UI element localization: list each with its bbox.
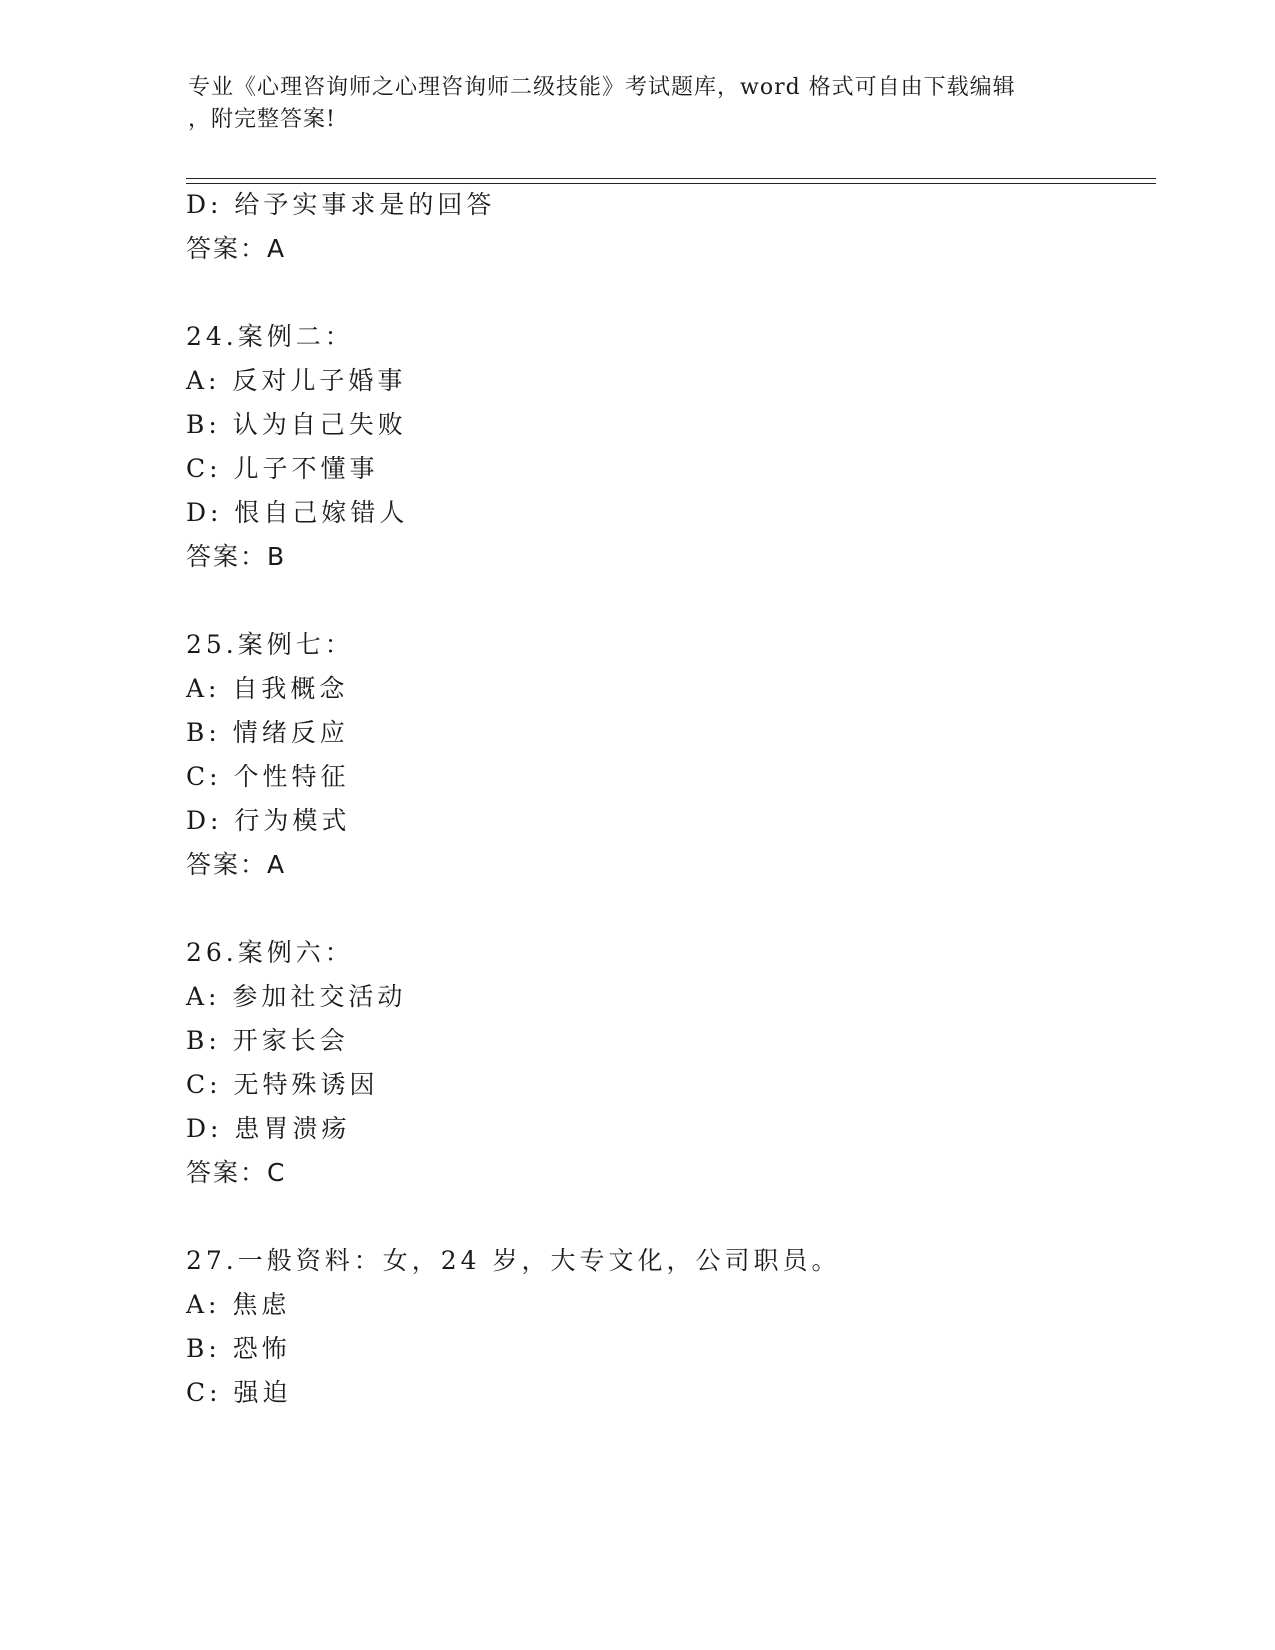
answer-line: 答案：C (186, 1158, 287, 1187)
header-title-line: 专业《心理咨询师之心理咨询师二级技能》考试题库，word 格式可自由下载编辑 (188, 75, 1016, 100)
header-subtitle-line: ，附完整答案! (188, 107, 336, 132)
option-a: A: 反对儿子婚事 (186, 366, 407, 395)
header-divider-top (186, 178, 1156, 179)
option-c: C: 个性特征 (186, 762, 350, 791)
option-d: D: 患胃溃疡 (186, 1114, 351, 1143)
answer-line: 答案：A (186, 234, 287, 263)
option-a: A: 焦虑 (186, 1290, 291, 1319)
answer-line: 答案：B (186, 542, 287, 571)
question-stem-26: 26.案例六： (186, 938, 354, 967)
option-c: C: 无特殊诱因 (186, 1070, 379, 1099)
option-b: B: 开家长会 (186, 1026, 349, 1055)
option-a: A: 参加社交活动 (186, 982, 407, 1011)
question-stem-27: 27.一般资料：女，24 岁，大专文化，公司职员。 (186, 1246, 841, 1275)
answer-line: 答案：A (186, 850, 287, 879)
header-divider-bottom (186, 183, 1156, 184)
option-d: D: 恨自己嫁错人 (186, 498, 409, 527)
option-b: B: 认为自己失败 (186, 410, 407, 439)
option-b: B: 恐怖 (186, 1334, 291, 1363)
document-header (188, 72, 1088, 136)
option-d: D: 给予实事求是的回答 (186, 190, 496, 219)
option-b: B: 情绪反应 (186, 718, 349, 747)
option-c: C: 强迫 (186, 1378, 292, 1407)
question-stem-24: 24.案例二： (186, 322, 354, 351)
option-c: C: 儿子不懂事 (186, 454, 379, 483)
question-stem-25: 25.案例七： (186, 630, 354, 659)
option-a: A: 自我概念 (186, 674, 349, 703)
option-d: D: 行为模式 (186, 806, 351, 835)
